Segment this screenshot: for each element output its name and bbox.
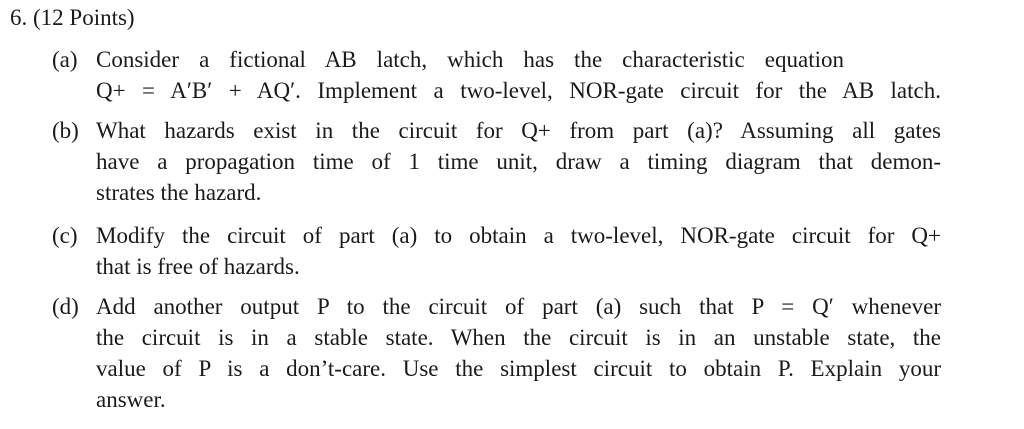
part-b-label: (b): [52, 118, 79, 143]
part-d-line-2: the circuit is in a stable state. When the circuit is in an unstable state, the: [96, 325, 941, 350]
part-d-label: (d): [52, 294, 79, 319]
problem-header: [10, 4, 135, 32]
part-b-line-2: have a propagation time of 1 time unit, draw a timing diagram that demon-: [96, 149, 941, 174]
part-a-line-2: Q+ = A′B′ + AQ′. Implement a two-level, NOR-gate circuit for the AB latch.: [96, 78, 941, 103]
part-a-label: (a): [52, 47, 78, 72]
part-d-line-4: answer.: [96, 387, 166, 412]
part-c-line-2: that is free of hazards.: [96, 254, 300, 279]
part-b-line-1: What hazards exist in the circuit for Q+ from part (a)? Assuming all gates: [96, 118, 941, 143]
part-d-line-1: Add another output P to the circuit of part (a) such that P = Q′ whenever: [96, 294, 941, 319]
part-c-label: (c): [52, 223, 78, 248]
part-a-line-1: Consider a fictional AB latch, which has the characteristic equation: [96, 47, 844, 72]
part-d-line-3: value of P is a don’t-care. Use the simplest circuit to obtain P. Explain your: [96, 356, 941, 381]
problem-points: (12 Points): [33, 5, 135, 30]
part-c-line-1: Modify the circuit of part (a) to obtain a two-level, NOR-gate circuit for Q+: [96, 223, 941, 248]
part-b-line-3: strates the hazard.: [96, 180, 262, 205]
problem-number: 6.: [10, 5, 28, 30]
